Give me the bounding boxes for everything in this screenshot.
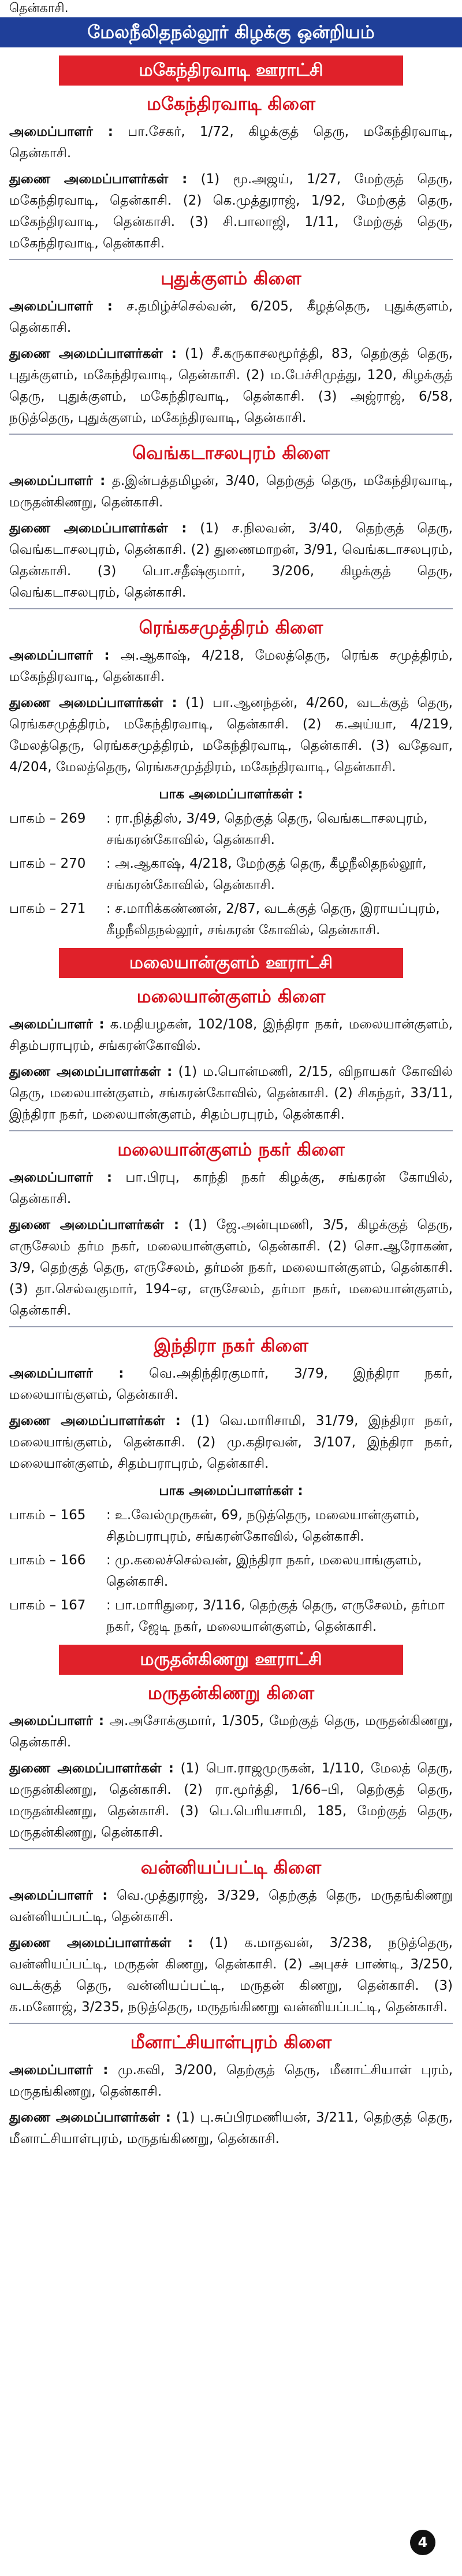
branch-block xyxy=(9,616,453,941)
deputy-label: துணை அமைப்பாளர்கள் : xyxy=(9,1413,181,1428)
panchayat-section xyxy=(9,55,453,941)
deputy-label: துணை அமைப்பாளர்கள் : xyxy=(9,2110,171,2125)
divider xyxy=(9,2023,453,2024)
deputy-value: (1) பா.ஆனந்தன், 4/260, வடக்குத் தெரு, ரெங்கசமுத்திரம், மகேந்திரவாடி, தென்காசி. (2) க.அய்யா, 4/219, மேலத்தெரு, ரெங்கசமுத்திரம், மகேந்திரவாடி, தென்காசி. (3) வதேவா, 4/204, மேலத்தெரு, ரெங்கசமுத்திரம், மகேந்திரவாடி, தென்காசி. xyxy=(9,695,453,775)
organizer-entry xyxy=(9,1014,453,1057)
panchayat-section xyxy=(9,1645,453,2150)
branch-block xyxy=(9,1334,453,1638)
booth-number: பாகம் – 165 xyxy=(9,1508,86,1523)
organizer-entry xyxy=(9,2060,453,2103)
deputy-organizers-entry xyxy=(9,2107,453,2150)
branch-block xyxy=(9,2031,453,2150)
branch-block xyxy=(9,442,453,604)
page-number-badge: 4 xyxy=(410,2530,435,2555)
organizer-label: அமைப்பாளர் : xyxy=(9,473,106,488)
organizer-entry xyxy=(9,1167,453,1210)
branch-block xyxy=(9,92,453,254)
organizer-value: க.மதியழகன், 102/108, இந்திரா நகர், மலையான்குளம், சிதம்பராபுரம், சங்கரன்கோவில். xyxy=(9,1017,453,1053)
deputy-label: துணை அமைப்பாளர்கள் : xyxy=(9,521,187,536)
deputy-label: துணை அமைப்பாளர்கள் : xyxy=(9,172,188,187)
booth-organizer: : ச.மாரிக்கண்ணன், 2/87, வடக்குத் தெரு, இராயப்புரம், கீழநீலிதநல்லூர், சங்கரன் கோவில், தென்காசி. xyxy=(106,901,440,938)
booth-organizer: : உ.வேல்முருகன், 69, நடுத்தெரு, மலையான்குளம், சிதம்பராபுரம், சங்கரன்கோவில், தென்காசி. xyxy=(106,1508,420,1544)
deputy-label: துணை அமைப்பாளர்கள் : xyxy=(9,346,177,361)
branch-title: இந்திரா நகர் கிளை xyxy=(154,1335,308,1356)
deputy-label: துணை அமைப்பாளர்கள் : xyxy=(9,695,177,710)
organizer-label: அமைப்பாளர் : xyxy=(9,1888,108,1903)
branch-block xyxy=(9,985,453,1126)
divider xyxy=(9,1130,453,1131)
organizer-entry xyxy=(9,471,453,513)
organizer-value: பா.சேகர், 1/72, கிழக்குத் தெரு, மகேந்திரவாடி, தென்காசி. xyxy=(9,124,453,161)
continued-text: தென்காசி. xyxy=(9,1,69,16)
deputy-value: (1) சீ.கருகாசலமூர்த்தி, 83, தெற்குத் தெரு, புதுக்குளம், மகேந்திரவாடி, தென்காசி. (2) ம.பேச்சிமுத்து, 120, கிழக்குத் தெரு, புதுக்குளம், மகேந்திரவாடி, தென்காசி. (3) அஜ்ராஜ், 6/58, நடுத்தெரு, புதுக்குளம், மகேந்திரவாடி, தென்காசி. xyxy=(9,346,453,425)
branch-title: மலையான்குளம் நகர் கிளை xyxy=(117,1139,345,1160)
deputy-value: (1) ச.நிலவன், 3/40, தெற்குத் தெரு, வெங்கடாசலபுரம், தென்காசி. (2) துணைமாறன், 3/91, வெங்கடாசலபுரம், தென்காசி. (3) பொ.சதீஷ்குமார், 3/206, கிழக்குத் தெரு, வெங்கடாசலபுரம், தென்காசி. xyxy=(9,521,453,600)
deputy-value: (1) ஜே.அன்புமணி, 3/5, கிழக்குத் தெரு, எருசேலம் தர்ம நகர், மலையான்குளம், தென்காசி. (2) சொ.ஆரோகண், 3/9, தெற்குத் தெரு, எருசேலம், தர்மன் நகர், மலையான்குளம், தென்காசி. (3) தா.செல்வகுமார், 194–ஏ, எருசேலம், தர்மா நகர், மலையான்குளம், தென்காசி. xyxy=(9,1217,453,1318)
organizer-entry xyxy=(9,1885,453,1928)
divider xyxy=(9,434,453,435)
branch-title: மலையான்குளம் கிளை xyxy=(136,986,326,1007)
booth-number: பாகம் – 271 xyxy=(9,901,86,916)
booth-entry xyxy=(9,1505,453,1548)
booth-organizer: : பா.மாரிதுரை, 3/116, தெற்குத் தெரு, எருசேலம், தர்மா நகர், ஜேடி நகர், மலையான்குளம், தென்காசி. xyxy=(106,1598,445,1634)
deputy-value: (1) பு.சுப்பிரமணியன், 3/211, தெற்குத் தெரு, மீனாட்சியாள்புரம், மருதங்கிணறு, தென்காசி. xyxy=(9,2110,453,2146)
organizer-entry xyxy=(9,296,453,339)
organizer-value: மு.கவி, 3/200, தெற்குத் தெரு, மீனாட்சியாள் புரம், மருதங்கிணறு, தென்காசி. xyxy=(9,2063,453,2099)
branch-block xyxy=(9,1856,453,2018)
booth-organizer: : மு.கலைச்செல்வன், இந்திரா நகர், மலையாங்குளம், தென்காசி. xyxy=(106,1553,422,1589)
organizer-label: அமைப்பாளர் : xyxy=(9,1017,105,1032)
branch-block xyxy=(9,267,453,429)
organizer-entry xyxy=(9,1711,453,1753)
organizer-label: அமைப்பாளர் : xyxy=(9,299,113,314)
deputy-organizers-entry xyxy=(9,1933,453,2018)
deputy-value: (1) பொ.ராஜமுருகன், 1/110, மேலத் தெரு, மருதன்கிணறு, தென்காசி. (2) ரா.மூர்த்தி, 1/66–பி, தெற்குத் தெரு, மருதன்கிணறு, தென்காசி. (3) பெ.பெரியசாமி, 185, மேற்குத் தெரு, மருதன்கிணறு, தென்காசி. xyxy=(9,1761,453,1840)
union-title-banner: மேலநீலிதநல்லூர் கிழக்கு ஒன்றியம் xyxy=(0,17,462,47)
organizer-value: வெ.முத்துராஜ், 3/329, தெற்குத் தெரு, மருதங்கிணறு வன்னியப்பட்டி, தென்காசி. xyxy=(9,1888,453,1924)
deputy-organizers-entry xyxy=(9,1411,453,1475)
deputy-organizers-entry xyxy=(9,693,453,778)
deputy-value: (1) வெ.மாரிசாமி, 31/79, இந்திரா நகர், மலையாங்குளம், தென்காசி. (2) மு.கதிரவன், 3/107, இந்திரா நகர், மலையான்குளம், சிதம்பராபுரம், தென்காசி. xyxy=(9,1413,453,1471)
deputy-value: (1) க.மாதவன், 3/238, நடுத்தெரு, வன்னியப்பட்டி, மருதன் கிணறு, தென்காசி. (2) அபுசச் பாண்டி, 3/250, வடக்குத் தெரு, வன்னியப்பட்டி, மருதன் கிணறு, தென்காசி. (3) க.மனோஜ், 3/235, நடுத்தெரு, மருதங்கிணறு வன்னியப்பட்டி, தென்காசி. xyxy=(9,1935,453,2015)
booth-number: பாகம் – 166 xyxy=(9,1553,86,1568)
deputy-organizers-entry xyxy=(9,343,453,429)
booth-organizer: : அ.ஆகாஷ், 4/218, மேற்குத் தெரு, கீழநீலிதநல்லூர், சங்கரன்கோவில், தென்காசி. xyxy=(106,856,427,893)
branch-title: வெங்கடாசலபுரம் கிளை xyxy=(132,443,330,464)
booth-entry xyxy=(9,853,453,896)
deputy-label: துணை அமைப்பாளர்கள் : xyxy=(9,1761,174,1776)
organizer-label: அமைப்பாளர் : xyxy=(9,648,110,663)
branch-title: ரெங்கசமுத்திரம் கிளை xyxy=(139,617,323,638)
organizer-value: பா.பிரபு, காந்தி நகர் கிழக்கு, சங்கரன் கோயில், தென்காசி. xyxy=(9,1170,453,1206)
deputy-label: துணை அமைப்பாளர்கள் : xyxy=(9,1217,180,1233)
deputy-organizers-entry xyxy=(9,518,453,604)
deputy-organizers-entry xyxy=(9,1758,453,1844)
booth-entry xyxy=(9,808,453,851)
organizer-entry xyxy=(9,645,453,688)
deputy-organizers-entry xyxy=(9,1215,453,1322)
panchayat-section xyxy=(9,948,453,1638)
branch-block xyxy=(9,1682,453,1844)
booth-entry xyxy=(9,898,453,941)
organizer-entry xyxy=(9,1363,453,1406)
divider xyxy=(9,1848,453,1849)
organizer-value: ச.தமிழ்ச்செல்வன், 6/205, கீழத்தெரு, புதுக்குளம், தென்காசி. xyxy=(9,299,453,335)
booth-number: பாகம் – 167 xyxy=(9,1598,86,1613)
deputy-label: துணை அமைப்பாளர்கள் : xyxy=(9,1064,173,1079)
branch-title: புதுக்குளம் கிளை xyxy=(161,268,301,289)
branch-title: மருதன்கிணறு கிளை xyxy=(147,1683,315,1704)
panchayat-title: மருதன்கிணறு ஊராட்சி xyxy=(59,1645,403,1675)
divider xyxy=(9,608,453,609)
organizer-label: அமைப்பாளர் : xyxy=(9,1366,124,1381)
booth-organizer: : ரா.நித்திஸ், 3/49, தெற்குத் தெரு, வெங்கடாசலபுரம், சங்கரன்கோவில், தென்காசி. xyxy=(106,811,428,847)
divider xyxy=(9,1326,453,1327)
organizer-value: த.இன்பத்தமிழன், 3/40, தெற்குத் தெரு, மகேந்திரவாடி, மருதன்கிணறு, தென்காசி. xyxy=(9,473,453,510)
deputy-value: (1) ம.பொன்மணி, 2/15, விநாயகர் கோவில் தெரு, மலையான்குளம், சங்கரன்கோவில், தென்காசி. (2) சிகந்தர், 33/11, இந்திரா நகர், மலையான்குளம், சிதம்பரபுரம், தென்காசி. xyxy=(9,1064,453,1122)
booth-organizers-heading: பாக அமைப்பாளர்கள் : xyxy=(159,787,303,802)
deputy-label: துணை அமைப்பாளர்கள் : xyxy=(9,1935,193,1950)
panchayat-title: மகேந்திரவாடி ஊராட்சி xyxy=(59,55,403,86)
organizer-value: அ.அசோக்குமார், 1/305, மேற்குத் தெரு, மருதன்கிணறு, தென்காசி. xyxy=(9,1713,453,1750)
booth-entry xyxy=(9,1550,453,1593)
booth-entry xyxy=(9,1595,453,1638)
organizer-label: அமைப்பாளர் : xyxy=(9,1713,105,1729)
organizer-entry xyxy=(9,121,453,164)
deputy-value: (1) மூ.அஜய், 1/27, மேற்குத் தெரு, மகேந்திரவாடி, தென்காசி. (2) கெ.முத்துராஜ், 1/92, மேற்குத் தெரு, மகேந்திரவாடி, தென்காசி. (3) சி.பாலாஜி, 1/11, மேற்குத் தெரு, மகேந்திரவாடி, தென்காசி. xyxy=(9,172,453,251)
organizer-label: அமைப்பாளர் : xyxy=(9,1170,113,1185)
organizer-label: அமைப்பாளர் : xyxy=(9,124,113,139)
branch-block xyxy=(9,1138,453,1322)
branch-title: மகேந்திரவாடி கிளை xyxy=(146,94,316,114)
booth-organizers-heading: பாக அமைப்பாளர்கள் : xyxy=(159,1483,303,1498)
panchayat-title: மலையான்குளம் ஊராட்சி xyxy=(59,948,403,978)
branch-title: வன்னியப்பட்டி கிளை xyxy=(140,1857,322,1878)
organizer-value: அ.ஆகாஷ், 4/218, மேலத்தெரு, ரெங்க சமுத்திரம், மகேந்திரவாடி, தென்காசி. xyxy=(9,648,453,684)
deputy-organizers-entry xyxy=(9,169,453,254)
deputy-organizers-entry xyxy=(9,1061,453,1126)
booth-number: பாகம் – 269 xyxy=(9,811,86,826)
branch-title: மீனாட்சியாள்புரம் கிளை xyxy=(130,2032,332,2053)
organizer-value: வெ.அதிந்திரகுமார், 3/79, இந்திரா நகர், மலையாங்குளம், தென்காசி. xyxy=(9,1366,453,1402)
organizer-label: அமைப்பாளர் : xyxy=(9,2063,109,2078)
divider xyxy=(9,259,453,260)
booth-number: பாகம் – 270 xyxy=(9,856,86,871)
